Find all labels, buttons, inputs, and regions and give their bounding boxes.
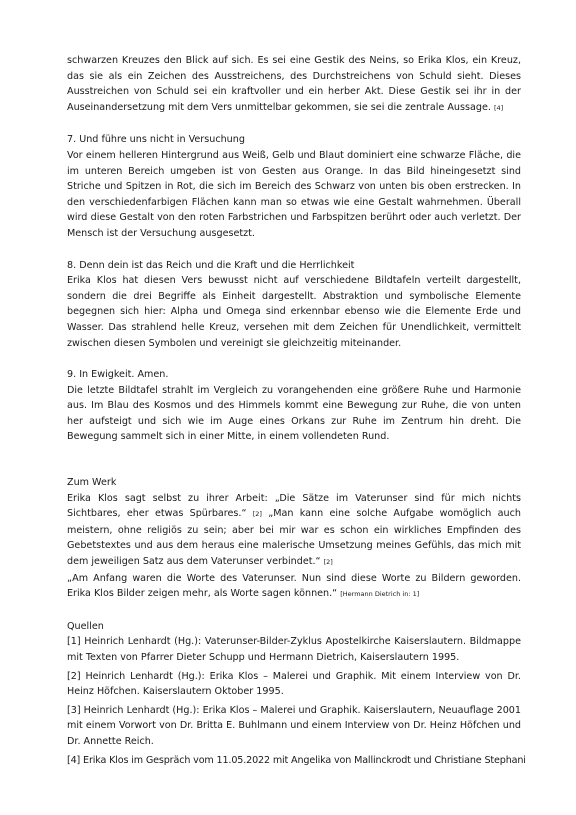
section-text-8: Erika Klos hat diesen Vers bewusst nicht auf verschiedene Bildtafeln verteilt dargestellt, sondern die drei Begriffe als Einheit dargestellt. Abstraktion und symbolische Elemente begegnen sich hier: Alpha und Omega sind erkennbar ebenso wie die Elemente Erde und Wasser. Das strahlend helle Kreuz, versehen mit dem Zeichen für Unendlichkeit, vermittelt zwischen diesen Symbolen und vereinigt sie gleichzeitig miteinander. — [67, 275, 521, 349]
source-item: [3] Heinrich Lenhardt (Hg.): Erika Klos – Malerei und Graphik. Kaiserslautern, Neuauflage 2001 mit einem Vorwort von Dr. Britta E. Buhlmann und einem Interview von Dr. Heinz Höfchen und Dr. Annette Reich. — [67, 704, 521, 747]
footnote-ref: [2] — [252, 510, 262, 519]
footnote-ref: [4] — [493, 103, 504, 112]
footnote-ref: [2] — [323, 558, 333, 567]
footnote-ref: [Hermann Dietrich in: 1] — [340, 590, 420, 599]
section-heading-7: 7. Und führe uns nicht in Versuchung — [67, 134, 245, 146]
document-page — [67, 53, 526, 771]
section-heading-8: 8. Denn dein ist das Reich und die Kraft und die Herrlichkeit — [67, 259, 355, 271]
werk-heading: Zum Werk — [67, 477, 117, 489]
werk-paragraph-1 — [67, 491, 521, 571]
source-item: [1] Heinrich Lenhardt (Hg.): Vaterunser-Bilder-Zyklus Apostelkirche Kaiserslautern. Bildmappe mit Texten von Pfarrer Dieter Schupp und Hermann Dietrich, Kaiserslautern 1995. — [67, 636, 521, 663]
quellen-heading: Quellen — [67, 620, 104, 632]
werk-text-2: „Am Anfang waren die Worte des Vaterunser. Nun sind diese Worte zu Bildern geworden. Erika Klos Bilder zeigen mehr, als Worte sagen können.“ — [67, 572, 521, 600]
section-heading-9: 9. In Ewigkeit. Amen. — [67, 369, 169, 381]
source-item: [4] Erika Klos im Gespräch vom 11.05.2022 mit Angelika von Mallinckrodt und Christiane Stephani — [67, 754, 526, 766]
werk-paragraph-2 — [67, 571, 521, 603]
intro-paragraph — [67, 53, 521, 116]
werk-text-1a: Erika Klos sagt selbst zu ihrer Arbeit: „Die Sätze im Vaterunser sind für mich nichts Sichtbares, eher etwas Spürbares.“ — [67, 492, 521, 520]
intro-text: schwarzen Kreuzes den Blick auf sich. Es sei eine Gestik des Neins, so Erika Klos, ein Kreuz, das sie als ein Zeichen des Ausstreichens, des Durchstreichens von Schuld sieht. Dieses Ausstreichen von Schuld sei ein kraftvoller und ein herber Akt. Diese Gestik sei ihr in der Auseinandersetzung mit dem Vers unmittelbar gekommen, sie sei die zentrale Aussage. — [67, 55, 521, 113]
source-item: [2] Heinrich Lenhardt (Hg.): Erika Klos – Malerei und Graphik. Mit einem Interview von Dr. Heinz Höfchen. Kaiserslautern Oktober 1995. — [67, 670, 521, 698]
source-list — [67, 634, 526, 768]
section-text-9: Die letzte Bildtafel strahlt im Vergleich zu vorangehenden eine größere Ruhe und Harmonie aus. Im Blau des Kosmos und des Himmels kommt eine Bewegung zur Ruhe, die von unten her aufsteigt und sich wie im Auge eines Orkans zur Ruhe im Zentrum hin dreht. Die Bewegung sammelt sich in einer Mitte, in einem vollendeten Rund. — [67, 384, 521, 443]
werk-text-1b: „Man kann eine solche Aufgabe womöglich auch meistern, ohne religiös zu sein; aber bei mir war es schon ein wirkliches Empfinden des Gebetstextes und aus dem heraus eine malerische Umsetzung meines Gefühls, das mich mit dem jeweiligen Satz aus dem Vaterunser verbindet.“ — [67, 508, 521, 568]
section-text-7: Vor einem helleren Hintergrund aus Weiß, Gelb und Blaut dominiert eine schwarze Fläche, die im unteren Bereich umgeben ist von Gesten aus Orange. In das Bild hineingesetzt sind Striche und Spitzen in Rot, die sich im Bereich des Schwarz von unten bis oben erstrecken. In den verschiedenfarbigen Flächen kann man so etwas wie eine Gestalt wahrnehmen. Überall wird diese Gestalt von den roten Farbstrichen und Farbspitzen berührt oder auch verletzt. Der Mensch ist der Versuchung ausgesetzt. — [67, 149, 521, 239]
